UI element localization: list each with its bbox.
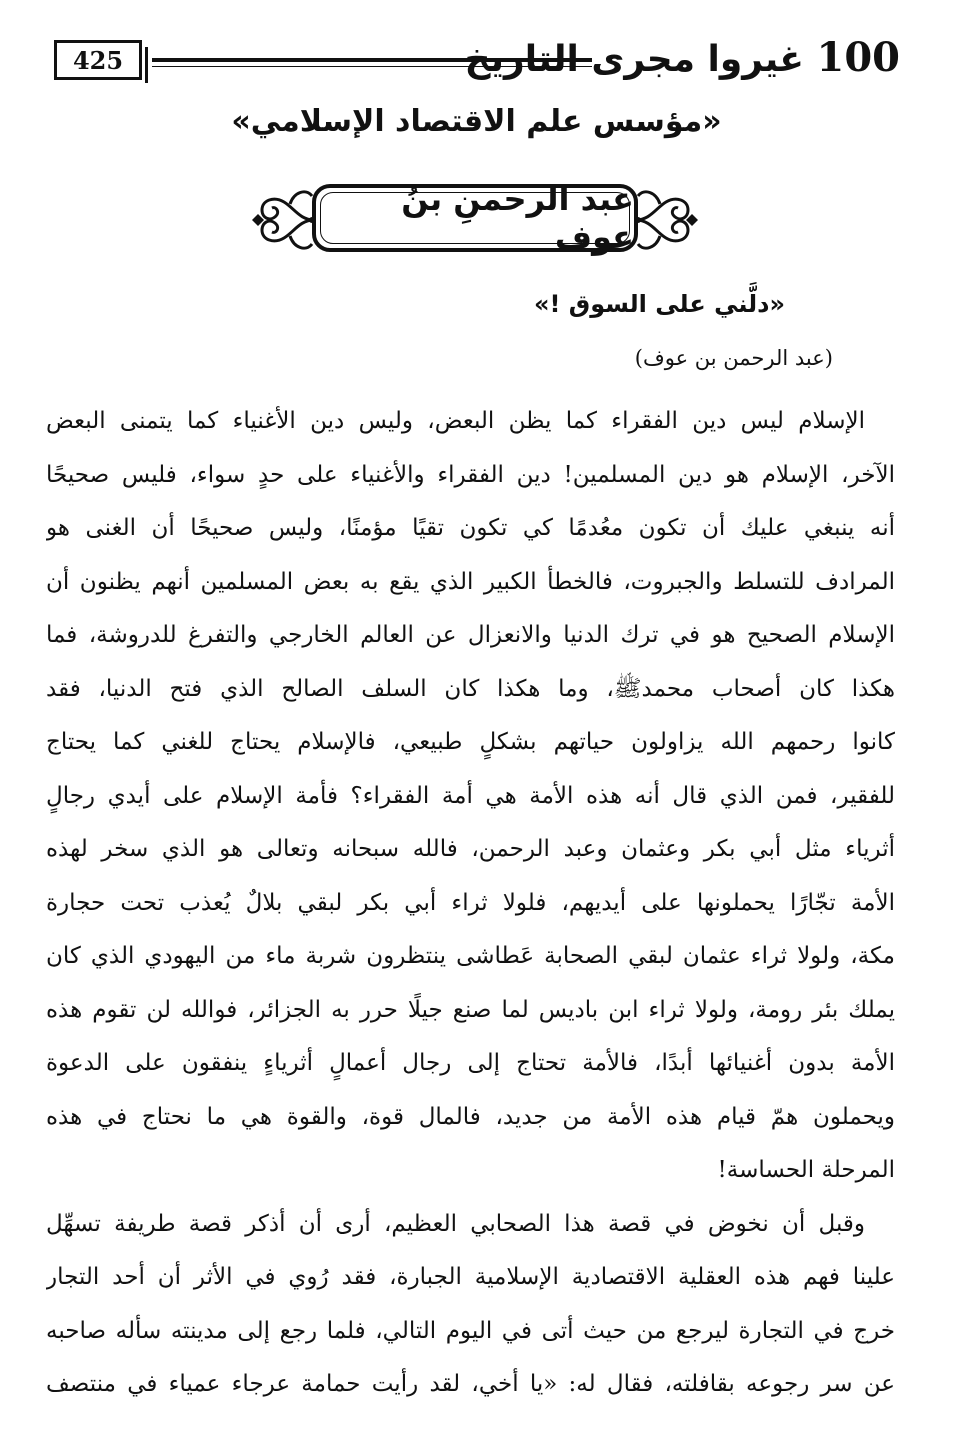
chapter-subtitle: «مؤسس علم الاقتصاد الإسلامي»	[231, 104, 722, 139]
scroll-ornament-left-icon	[250, 178, 316, 262]
text-line: المرحلة الحساسة!	[717, 1157, 895, 1183]
text-line: الإسلام ليس دين الفقراء كما يظن البعض، وليس دين الأغنياء كما يتمنى البعض	[46, 408, 865, 434]
text-line: الآخر، الإسلام هو دين المسلمين! دين الفقراء والأغنياء على حدٍ سواء، فليس صحيحًا	[46, 461, 895, 488]
text-line: خرج في التجارة ليرجع من حيث أتى في اليوم التالي، فلما رجع إلى مدينته سأله صاحبه	[46, 1317, 895, 1344]
text-line: وقبل أن نخوض في قصة هذا الصحابي العظيم، أرى أن أذكر قصة طريفة تسهِّل	[46, 1210, 865, 1237]
text-line: يملك بئر رومة، ولولا ثراء ابن باديس لما صنع جيلًا حرر به الجزائر، فوالله لن تقوم هذه	[46, 996, 895, 1023]
book-title	[465, 34, 900, 81]
text-line: أنه ينبغي عليك أن تكون معُدمًا كي تكون تقيًا مؤمنًا، وليس صحيحًا أن الغنى هو	[46, 515, 895, 541]
text-line: هكذا كان أصحاب محمدﷺ، وما هكذا كان السلف الصالح الذي فتح الدنيا، فقد	[46, 675, 895, 702]
text-line: للفقير، فمن الذي قال أنه هذه الأمة هي أمة الفقراء؟ فأمة الإسلام على أيدي رجالٍ	[46, 782, 895, 809]
text-line: مكة، ولولا ثراء عثمان لبقي الصحابة عَطاشى ينتظرون شربة ماء من اليهودي الذي كان	[46, 943, 895, 969]
text-line: المرادف للتسلط والجبروت، فالخطأ الكبير الذي يقع به بعض المسلمين أنهم يظنون أن	[46, 568, 895, 595]
text-line: أثرياء مثل أبي بكر وعثمان وعبد الرحمن، فالله سبحانه وتعالى هو الذي سخر لهذه	[46, 836, 895, 862]
scroll-ornament-right-icon	[634, 178, 700, 262]
book-title-text: غيروا مجرى التاريخ	[464, 39, 804, 80]
chapter-title-frame	[250, 178, 700, 262]
epigraph-attribution: (عبد الرحمن بن عوف)	[634, 346, 833, 370]
text-line: الأمة تجّارًا يحملونها على أيديهم، فلولا ثراء أبي بكر لبقي بلالٌ يُعذب تحت حجارة	[46, 889, 895, 916]
text-line: علينا فهم هذه العقلية الاقتصادية الإسلامية الجبارة، فقد رُوي في الأثر أن أحد التجار	[46, 1264, 895, 1290]
text-line: ويحملون همّ قيام هذه الأمة من جديد، فالمال قوة، والقوة هي ما نحتاج في هذه	[46, 1103, 895, 1130]
body-text	[46, 395, 895, 1412]
text-line: الأمة بدون أغنيائها أبدًا، فالأمة تحتاج إلى رجال أعمالٍ أثرياءٍ ينفقون على الدعوة	[46, 1050, 895, 1076]
text-line: عن سر رجوعه بقافلته، فقال له: «يا أخي، لقد رأيت حمامة عرجاء عمياء في منتصف	[46, 1371, 895, 1397]
chapter-title-box	[312, 180, 638, 256]
epigraph-quote: «دلَّني على السوق !»	[533, 290, 785, 318]
text-line: كانوا رحمهم الله يزاولون حياتهم بشكلٍ طبيعي، فالإسلام يحتاج للغني كما يحتاج	[46, 729, 895, 755]
text-line: الإسلام الصحيح هو في ترك الدنيا والانعزال عن العالم الخارجي والتفرغ للدروشة، فما	[46, 622, 895, 648]
book-title-number: 100	[816, 34, 900, 81]
chapter-title: عبد الرحمنِ بنُ عوف	[401, 180, 634, 256]
page-number: 425	[54, 40, 142, 80]
page-header	[40, 30, 900, 90]
